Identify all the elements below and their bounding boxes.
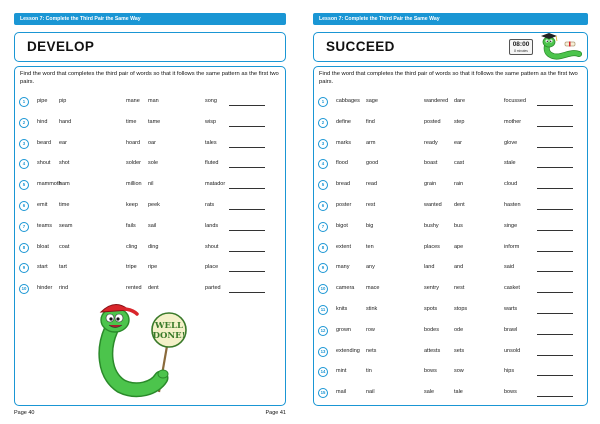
word-b2: ode — [454, 326, 464, 333]
word-a1: mail — [336, 389, 347, 396]
word-c: brawl — [504, 326, 518, 333]
question-number: 4 — [19, 159, 29, 169]
word-a2: any — [366, 264, 375, 271]
word-b1: fails — [126, 222, 136, 229]
lesson-title-bar: Lesson 7: Complete the Third Pair the Same Way — [313, 13, 588, 25]
word-a1: many — [336, 264, 350, 271]
question-row — [314, 326, 587, 338]
word-a1: shout — [37, 160, 51, 167]
question-number: 3 — [19, 139, 29, 149]
word-a1: hinder — [37, 285, 53, 292]
word-a1: cabbages — [336, 98, 360, 104]
word-b2: ding — [148, 243, 159, 250]
word-c: tales — [205, 139, 217, 146]
word-c: rats — [205, 202, 215, 208]
word-a1: flood — [336, 160, 348, 167]
word-c: said — [504, 264, 515, 271]
word-c: fluted — [205, 160, 219, 167]
word-b1: wandered — [424, 98, 449, 104]
word-a1: bloat — [37, 243, 49, 250]
question-row — [314, 367, 587, 379]
word-b2: stops — [454, 306, 468, 312]
word-c: bows — [504, 389, 517, 396]
question-row — [314, 139, 587, 151]
question-row — [314, 243, 587, 255]
instructions: Find the word that completes the third pair of words so that it follows the same pattern as the first two pairs. — [20, 71, 279, 85]
word-a2: big — [366, 222, 374, 229]
answer-blank[interactable] — [537, 355, 573, 356]
word-c: shout — [205, 243, 219, 250]
word-b2: sow — [454, 368, 464, 375]
word-a1: emit — [37, 202, 48, 208]
question-number: 2 — [318, 118, 328, 128]
timer-icon — [509, 39, 533, 55]
word-a2: nets — [366, 347, 377, 354]
word-c: stale — [504, 160, 516, 167]
word-a1: mammoth — [37, 181, 62, 188]
word-a2: ham — [59, 181, 70, 188]
question-number: 4 — [318, 159, 328, 169]
timer-time: 08:00 — [512, 41, 530, 48]
worm-graduate-icon — [535, 32, 583, 60]
succeed-content-box — [313, 66, 588, 406]
word-c: song — [205, 98, 217, 104]
question-row — [314, 159, 587, 171]
word-b2: ape — [454, 243, 464, 250]
word-b2: peek — [148, 202, 160, 208]
word-a2: find — [366, 118, 375, 125]
question-number: 7 — [318, 222, 328, 232]
word-b1: hoard — [126, 139, 141, 146]
word-b1: solder — [126, 160, 141, 167]
word-b2: man — [148, 98, 159, 104]
word-a1: define — [336, 118, 351, 125]
question-number: 12 — [318, 326, 328, 336]
word-a2: seam — [59, 222, 73, 229]
word-b1: sentry — [424, 285, 439, 292]
timer-label: 8 minutes — [514, 49, 528, 53]
word-b1: bushy — [424, 222, 439, 229]
word-b2: and — [454, 264, 464, 271]
word-b1: tripe — [126, 264, 137, 271]
word-a1: extent — [336, 243, 351, 250]
lesson-title-bar: Lesson 7: Complete the Third Pair the Same Way — [14, 13, 286, 25]
word-c: glove — [504, 139, 518, 146]
word-a2: rind — [59, 285, 69, 292]
question-row — [314, 97, 587, 109]
question-number: 15 — [318, 388, 328, 398]
word-a2: shot — [59, 160, 70, 167]
question-row — [314, 201, 587, 213]
question-row — [314, 118, 587, 130]
section-heading: DEVELOP — [27, 39, 95, 54]
question-number: 10 — [19, 284, 29, 294]
word-b1: attests — [424, 347, 441, 354]
question-number: 8 — [19, 243, 29, 253]
word-b2: dare — [454, 98, 466, 104]
word-b2: nil — [148, 181, 154, 188]
word-a2: pip — [59, 98, 67, 104]
question-number: 2 — [19, 118, 29, 128]
word-a2: read — [366, 181, 378, 188]
answer-blank[interactable] — [537, 271, 573, 272]
section-heading: SUCCEED — [326, 39, 395, 54]
word-c: parted — [205, 285, 221, 292]
word-c: wisp — [205, 118, 217, 125]
word-b1: ready — [424, 139, 438, 146]
word-a2: arm — [366, 139, 376, 146]
question-row — [314, 388, 587, 400]
word-a1: marks — [336, 139, 351, 146]
question-row — [314, 180, 587, 192]
answer-blank[interactable] — [537, 313, 573, 314]
word-c: lands — [205, 222, 219, 229]
word-c: inform — [504, 243, 520, 250]
word-a1: camera — [336, 285, 355, 292]
word-a2: ear — [59, 139, 67, 146]
question-row — [314, 222, 587, 234]
word-b1: bows — [424, 368, 437, 375]
question-number: 14 — [318, 367, 328, 377]
word-a1: knits — [336, 306, 348, 312]
word-b2: sail — [148, 222, 157, 229]
page-number: Page 40 — [14, 410, 35, 416]
word-b1: places — [424, 243, 440, 250]
word-b1: boast — [424, 160, 438, 167]
word-c: hips — [504, 368, 515, 375]
word-a2: rest — [366, 202, 376, 208]
word-b2: nest — [454, 285, 465, 292]
question-number: 8 — [318, 243, 328, 253]
word-b2: cast — [454, 160, 465, 167]
answer-blank[interactable] — [537, 396, 573, 397]
word-a1: beard — [37, 139, 52, 146]
word-b1: grain — [424, 181, 437, 188]
answer-blank[interactable] — [537, 251, 573, 252]
question-number: 5 — [318, 180, 328, 190]
question-number: 9 — [318, 263, 328, 273]
word-a2: row — [366, 326, 375, 333]
word-a2: stink — [366, 306, 378, 312]
question-number: 10 — [318, 284, 328, 294]
word-b2: sole — [148, 160, 159, 167]
word-b1: spots — [424, 306, 438, 312]
question-number: 1 — [318, 97, 328, 107]
word-c: matador — [205, 181, 226, 188]
word-b1: wanted — [424, 202, 442, 208]
answer-blank[interactable] — [537, 375, 573, 376]
word-a2: nail — [366, 389, 375, 396]
question-number: 9 — [19, 263, 29, 273]
word-b2: dent — [148, 285, 159, 292]
word-a2: good — [366, 160, 379, 167]
word-c: unsold — [504, 347, 521, 354]
answer-blank[interactable] — [537, 230, 573, 231]
question-number: 5 — [19, 180, 29, 190]
word-b1: million — [126, 181, 142, 188]
question-number: 6 — [19, 201, 29, 211]
sign-text-2: DONE! — [152, 331, 186, 341]
word-a1: pipe — [37, 98, 48, 104]
word-b1: mane — [126, 98, 140, 104]
word-b1: posted — [424, 118, 441, 125]
word-a1: poster — [336, 202, 352, 208]
answer-blank[interactable] — [537, 188, 573, 189]
word-b2: ear — [454, 139, 462, 146]
word-b2: dent — [454, 202, 465, 208]
word-a2: tin — [366, 368, 372, 375]
question-number: 13 — [318, 347, 328, 357]
word-b2: sets — [454, 347, 465, 354]
word-a1: mint — [336, 368, 347, 375]
word-c: focussed — [504, 98, 527, 104]
instructions: Find the word that completes the third pair of words so that it follows the same pattern as the first two pairs. — [319, 71, 578, 85]
word-b1: keep — [126, 202, 138, 208]
question-number: 6 — [318, 201, 328, 211]
word-c: place — [205, 264, 219, 271]
answer-blank[interactable] — [537, 126, 573, 127]
answer-blank[interactable] — [537, 292, 573, 293]
word-c: hasten — [504, 202, 521, 208]
word-b2: oar — [148, 139, 156, 146]
word-c: mother — [504, 118, 522, 125]
word-a1: extending — [336, 347, 360, 354]
word-b2: tame — [148, 118, 161, 125]
word-b2: step — [454, 118, 465, 125]
question-number: 3 — [318, 139, 328, 149]
question-row — [314, 284, 587, 296]
answer-blank[interactable] — [537, 209, 573, 210]
word-a2: mace — [366, 285, 380, 292]
word-b1: sale — [424, 389, 435, 396]
word-a2: time — [59, 202, 70, 208]
answer-blank[interactable] — [537, 105, 573, 106]
word-a2: coat — [59, 243, 70, 250]
sign-text-1: WELL — [155, 321, 183, 331]
question-row — [314, 347, 587, 359]
word-a2: tart — [59, 264, 67, 271]
question-number: 1 — [19, 97, 29, 107]
word-c: warts — [504, 306, 518, 312]
word-a1: hind — [37, 118, 48, 125]
word-b1: cling — [126, 243, 138, 250]
word-a2: ten — [366, 243, 374, 250]
word-b2: bus — [454, 222, 463, 229]
word-b1: land — [424, 264, 435, 271]
word-b1: rented — [126, 285, 142, 292]
answer-blank[interactable] — [537, 167, 573, 168]
word-c: singe — [504, 222, 518, 229]
answer-blank[interactable] — [537, 334, 573, 335]
word-a1: teams — [37, 222, 52, 229]
word-b1: time — [126, 118, 137, 125]
answer-blank[interactable] — [537, 147, 573, 148]
word-b2: tale — [454, 389, 463, 396]
word-a1: bigot — [336, 222, 348, 229]
word-c: cloud — [504, 181, 518, 188]
word-b2: rain — [454, 181, 464, 188]
question-row — [314, 305, 587, 317]
word-a2: sage — [366, 98, 378, 104]
word-a2: hand — [59, 118, 72, 125]
word-b1: bodes — [424, 326, 439, 333]
word-a1: grown — [336, 326, 351, 333]
page-number: Page 41 — [265, 410, 286, 416]
word-a1: bread — [336, 181, 351, 188]
word-c: casket — [504, 285, 520, 292]
question-row — [314, 263, 587, 275]
word-b2: ripe — [148, 264, 158, 271]
question-number: 7 — [19, 222, 29, 232]
word-a1: start — [37, 264, 48, 271]
question-number: 11 — [318, 305, 328, 315]
